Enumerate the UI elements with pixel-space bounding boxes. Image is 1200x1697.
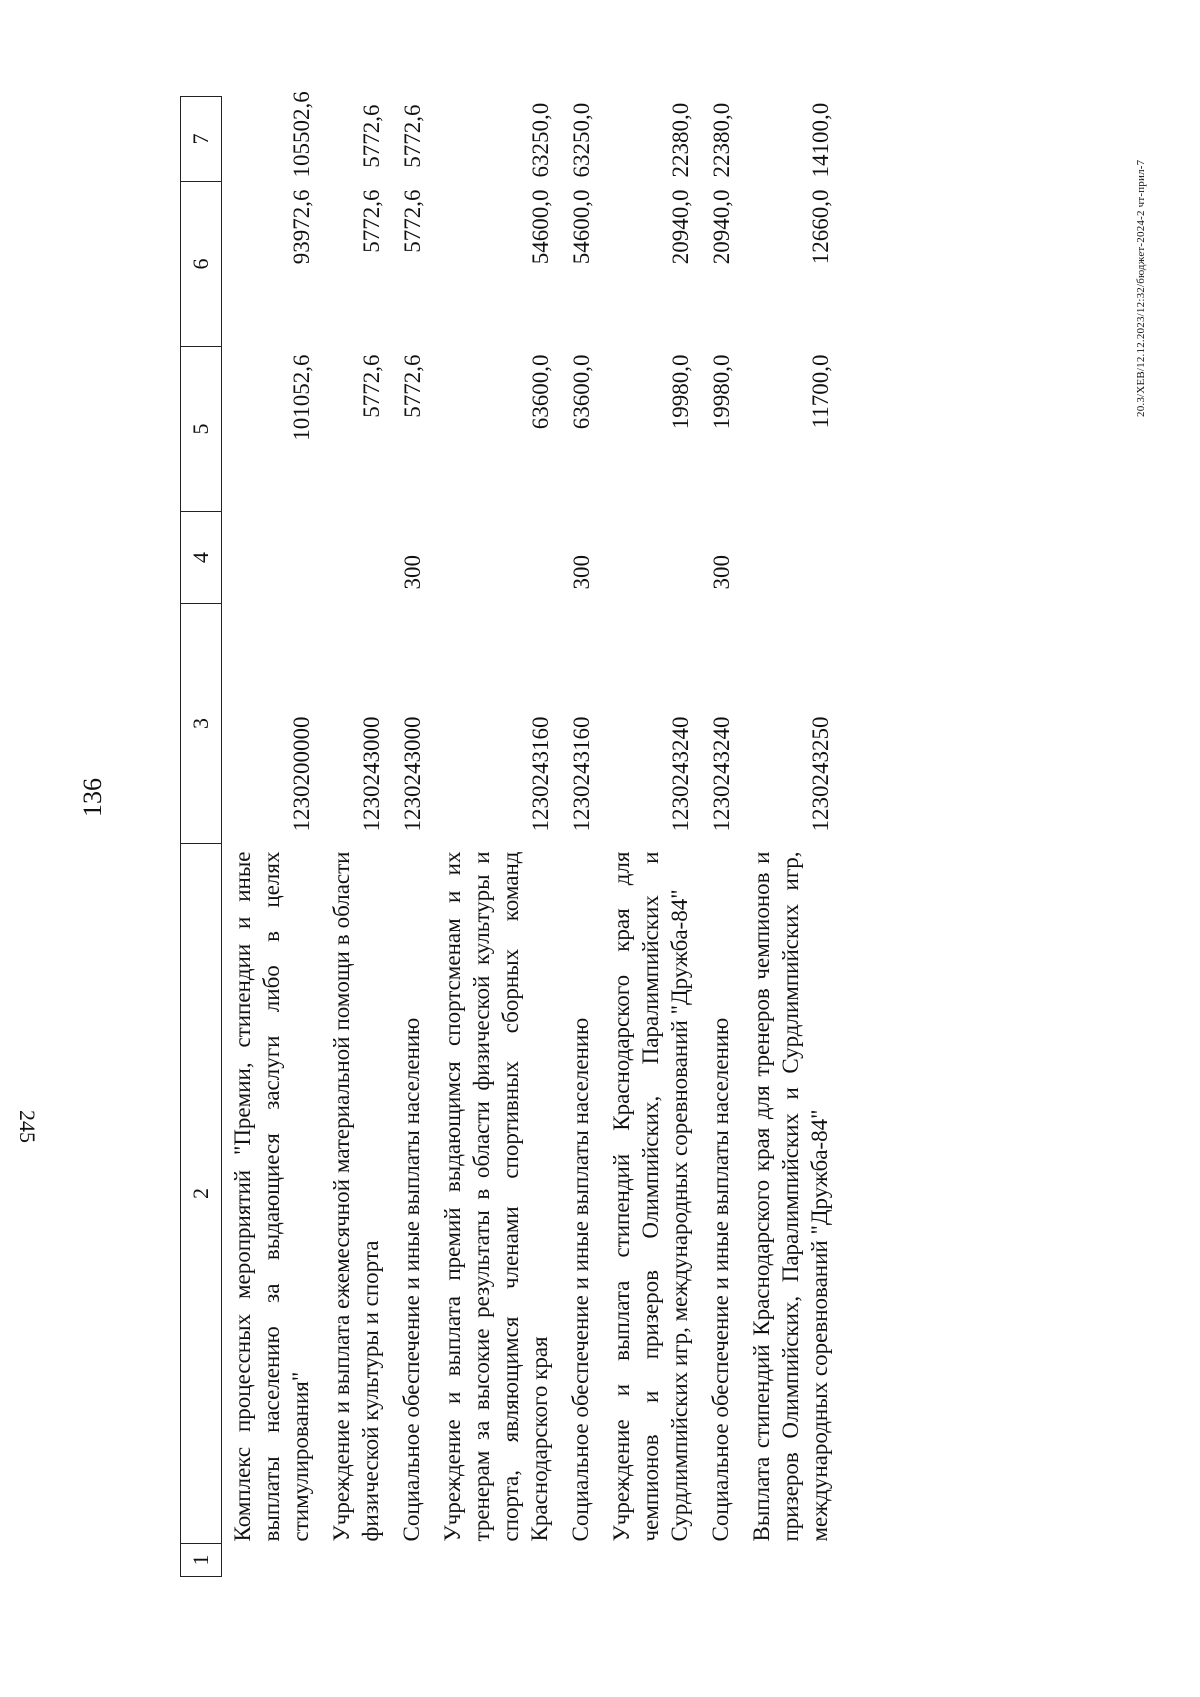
row-value-col7: 105502,6 bbox=[289, 91, 314, 178]
table-row bbox=[391, 97, 432, 1577]
row-value-col7: 22380,0 bbox=[668, 102, 693, 178]
table-body bbox=[222, 91, 841, 1577]
row-value-col6: 5772,6 bbox=[400, 189, 425, 253]
row-description: Комплекс процессных мероприятий "Премии, стипендии и иные выплаты населению за выдающиеся заслуги либо в целях стимулирования" bbox=[230, 851, 313, 1542]
row-expense-type bbox=[741, 512, 840, 604]
row-value-col5: 63600,0 bbox=[569, 354, 594, 430]
budget-table bbox=[180, 91, 840, 1577]
side-page-number: 245 bbox=[15, 1110, 40, 1143]
table-row bbox=[700, 97, 741, 1577]
row-value-col5: 5772,6 bbox=[400, 354, 425, 418]
row-value-col6: 93972,6 bbox=[289, 189, 314, 265]
row-description: Социальное обеспечение и иные выплаты населению bbox=[399, 1017, 424, 1542]
row-value-col5: 11700,0 bbox=[808, 354, 833, 429]
column-1-cell bbox=[432, 1544, 560, 1577]
column-1-cell bbox=[700, 1544, 741, 1577]
row-description: Социальное обеспечение и иные выплаты населению bbox=[568, 1017, 593, 1542]
page-number: 136 bbox=[78, 778, 107, 817]
row-code: 1230243000 bbox=[359, 716, 384, 832]
column-1-cell bbox=[601, 1544, 700, 1577]
column-1-cell bbox=[391, 1544, 432, 1577]
row-description: Учреждение и выплата премий выдающимся спортсменам и их тренерам за высокие результаты в области физической культуры и спорта, являющимся членами спортивных сборных команд Краснодарского края bbox=[440, 851, 552, 1542]
row-code: 1230243240 bbox=[668, 716, 693, 832]
row-description: Учреждение и выплата ежемесячной материальной помощи в области физической культуры и спорта bbox=[329, 851, 383, 1542]
row-value-col5: 63600,0 bbox=[528, 354, 553, 430]
table-row bbox=[321, 97, 391, 1577]
row-value-col6: 54600,0 bbox=[528, 189, 553, 265]
row-value-col6: 5772,6 bbox=[359, 189, 384, 253]
column-1-cell bbox=[560, 1544, 601, 1577]
row-description: Учреждение и выплата стипендий Краснодарского края для чемпионов и призеров Олимпийских, Паралимпийских и Сурдлимпийских игр, международных соревнований "Дружба-84" bbox=[609, 851, 692, 1542]
column-header: 2 bbox=[181, 844, 222, 1544]
row-code: 1230243250 bbox=[808, 716, 833, 832]
row-code: 1230200000 bbox=[289, 716, 314, 832]
row-expense-type bbox=[601, 512, 700, 604]
column-header: 1 bbox=[181, 1544, 222, 1577]
table-row bbox=[560, 97, 601, 1577]
row-value-col6: 20940,0 bbox=[709, 189, 734, 265]
row-value-col7: 63250,0 bbox=[569, 102, 594, 178]
column-header: 5 bbox=[181, 347, 222, 512]
row-value-col7: 14100,0 bbox=[808, 102, 833, 178]
row-value-col5: 101052,6 bbox=[289, 354, 314, 441]
row-code: 1230243240 bbox=[709, 716, 734, 832]
column-header: 6 bbox=[181, 182, 222, 347]
row-value-col7: 63250,0 bbox=[528, 102, 553, 178]
row-value-col5: 19980,0 bbox=[668, 354, 693, 430]
row-value-col7: 22380,0 bbox=[709, 102, 734, 178]
footer-code: 20.3/ХЕВ/12.12.2023/12:32/бюджет-2024-2 чт-прил-7 bbox=[1135, 159, 1147, 417]
table-row bbox=[222, 97, 322, 1577]
row-value-col6: 54600,0 bbox=[569, 189, 594, 265]
row-description: Выплата стипендий Краснодарского края для тренеров чемпионов и призеров Олимпийских, Паралимпийских и Сурдлимпийских игр, международных соревнований "Дружба-84" bbox=[749, 851, 832, 1542]
column-1-cell bbox=[741, 1544, 840, 1577]
row-code: 1230243160 bbox=[569, 716, 594, 832]
row-expense-type bbox=[222, 512, 322, 604]
row-value-col5: 5772,6 bbox=[359, 354, 384, 418]
row-expense-type: 300 bbox=[400, 555, 425, 590]
row-expense-type: 300 bbox=[709, 555, 734, 590]
row-value-col5: 19980,0 bbox=[709, 354, 734, 430]
column-1-cell bbox=[222, 1544, 322, 1577]
row-code: 1230243000 bbox=[400, 716, 425, 832]
row-expense-type bbox=[432, 512, 560, 604]
column-1-cell bbox=[321, 1544, 391, 1577]
row-code: 1230243160 bbox=[528, 716, 553, 832]
row-expense-type: 300 bbox=[569, 555, 594, 590]
table-row bbox=[432, 97, 560, 1577]
row-value-col6: 12660,0 bbox=[808, 189, 833, 265]
row-value-col6: 20940,0 bbox=[668, 189, 693, 265]
row-description: Социальное обеспечение и иные выплаты населению bbox=[708, 1017, 733, 1542]
row-expense-type bbox=[321, 512, 391, 604]
table-row bbox=[741, 97, 840, 1577]
table-row bbox=[601, 97, 700, 1577]
column-header: 4 bbox=[181, 512, 222, 604]
row-value-col7: 5772,6 bbox=[400, 104, 425, 168]
row-value-col7: 5772,6 bbox=[359, 104, 384, 168]
table-header bbox=[181, 97, 222, 1577]
column-header: 7 bbox=[181, 97, 222, 182]
column-header: 3 bbox=[181, 604, 222, 844]
